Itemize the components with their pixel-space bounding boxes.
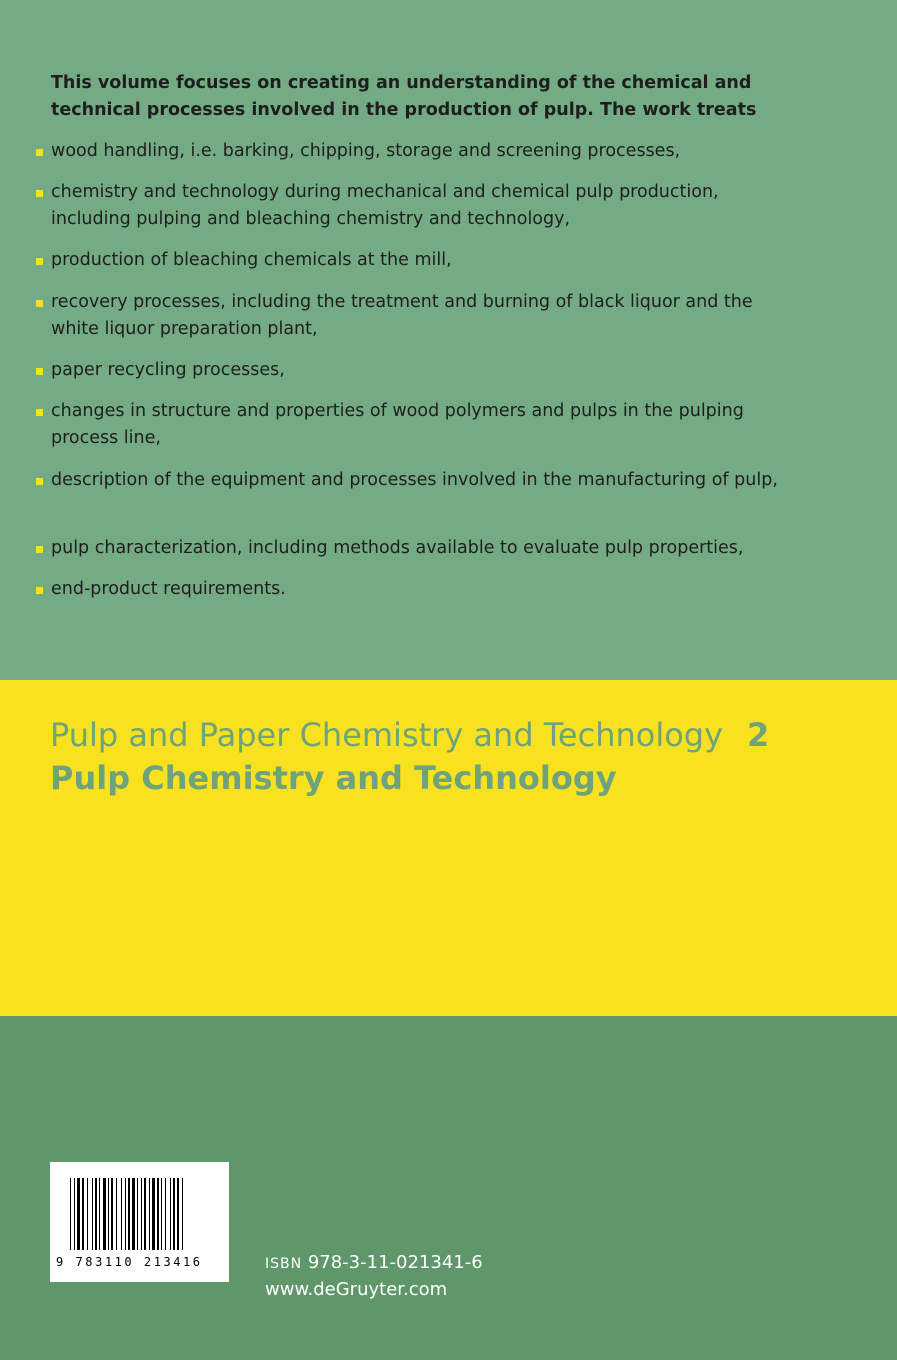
barcode-bar <box>108 1178 109 1250</box>
barcode-graphic <box>50 1162 229 1282</box>
barcode-bar <box>103 1178 106 1250</box>
volume-number: 2 <box>747 716 770 754</box>
barcode-bar <box>70 1178 71 1250</box>
barcode-bar <box>152 1178 155 1250</box>
barcode-bar <box>74 1178 75 1250</box>
bullet-icon <box>36 368 43 375</box>
isbn-label: ISBN <box>265 1256 303 1272</box>
barcode-bar <box>116 1178 117 1250</box>
isbn-line <box>265 1250 483 1277</box>
description-panel: This volume focuses on creating an understanding of the chemical and technical processes involved in the production of pulp. The work treats wood handling, i.e. barking, chipping, storage and screening processes, chemistry and technology during mechanical and chemical pulp production, including pulping and bleaching chemistry and technology, production of bleaching chemicals at the mill, recovery processes, including the treatment and burning of black liquor and the white liquor preparation plant, paper recycling processes, changes in structure and properties of wood polymers and pulps in the pulping process line, description of the equipment and processes involved in the manufacturing of pulp, pulp characterization, including methods available to evaluate pulp properties, end-product requirements. <box>0 0 897 680</box>
bullet-icon <box>36 587 43 594</box>
barcode-bar <box>77 1178 80 1250</box>
barcode-bar <box>182 1178 183 1250</box>
intro-paragraph: This volume focuses on creating an understanding of the chemical and technical processes involved in the production of pulp. The work treats <box>51 73 757 120</box>
isbn-number: 978-3-11-021341-6 <box>307 1252 483 1273</box>
barcode-bar <box>95 1178 97 1250</box>
barcode-bar <box>157 1178 159 1250</box>
barcode-bar <box>111 1178 113 1250</box>
isbn-barcode <box>50 1162 229 1282</box>
bullet-icon <box>36 478 43 485</box>
barcode-bar <box>170 1178 171 1250</box>
barcode-bar <box>144 1178 146 1250</box>
bullet-icon <box>36 546 43 553</box>
barcode-bar <box>137 1178 138 1250</box>
barcode-bars <box>70 1178 183 1250</box>
bullet-icon <box>36 149 43 156</box>
barcode-bar <box>173 1178 175 1250</box>
barcode-bar <box>149 1178 150 1250</box>
barcode-bar <box>141 1178 142 1250</box>
volume-title: Pulp Chemistry and Technology <box>50 759 617 797</box>
barcode-bar <box>165 1178 166 1250</box>
barcode-bar <box>121 1178 122 1250</box>
bullet-icon <box>36 409 43 416</box>
barcode-bar <box>161 1178 162 1250</box>
barcode-bar <box>125 1178 126 1250</box>
series-title: Pulp and Paper Chemistry and Technology <box>50 716 724 754</box>
barcode-bar <box>92 1178 93 1250</box>
barcode-bar <box>128 1178 130 1250</box>
barcode-bar <box>82 1178 84 1250</box>
bullet-icon <box>36 190 43 197</box>
barcode-bar <box>132 1178 135 1250</box>
barcode-bar <box>99 1178 100 1250</box>
barcode-digits: 9 783110 213416 <box>56 1255 200 1269</box>
bullet-icon <box>36 300 43 307</box>
publisher-website: www.deGruyter.com <box>265 1279 448 1300</box>
bullet-icon <box>36 258 43 265</box>
barcode-bar <box>177 1178 179 1250</box>
barcode-bar <box>87 1178 88 1250</box>
